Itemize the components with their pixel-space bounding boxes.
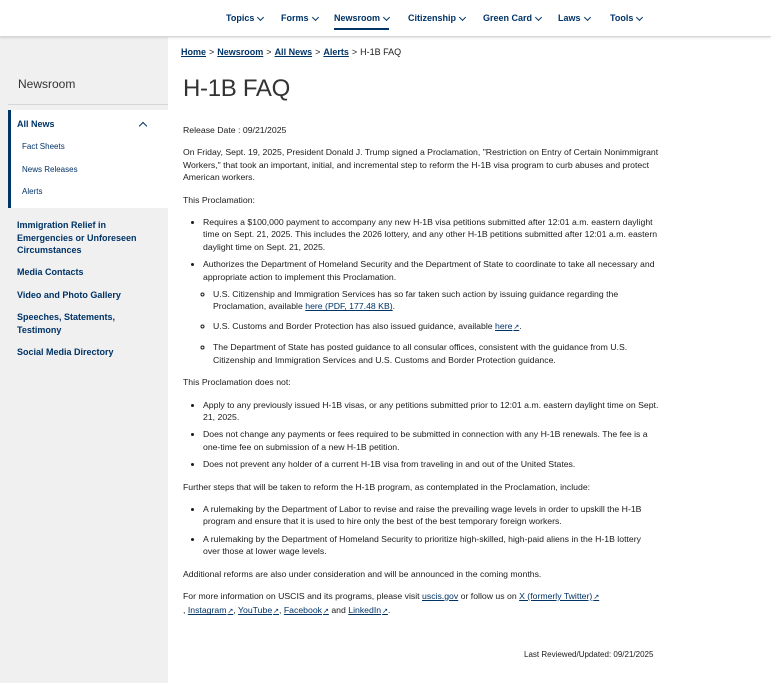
more-info-text: For more information on USCIS and its programs, please visit <box>183 590 420 601</box>
chevron-down-icon <box>583 14 590 21</box>
nav-topics-label: Topics <box>226 13 255 23</box>
sidebar-item-media-contacts[interactable]: Media Contacts <box>17 267 84 277</box>
last-reviewed <box>524 650 653 659</box>
implementation-sublist <box>203 288 659 366</box>
cbp-guidance-text: U.S. Customs and Border Protection has also issued guidance, available <box>213 320 493 331</box>
nav-newsroom[interactable] <box>334 13 389 27</box>
last-reviewed-label: Last Reviewed/Updated: <box>524 650 612 659</box>
list-item <box>203 258 659 366</box>
sidebar-item-speeches[interactable]: Speeches, Statements, Testimony <box>17 312 116 335</box>
external-link-icon: ↗ <box>382 608 388 616</box>
release-date-value: 09/21/2025 <box>242 125 287 135</box>
twitter-link-label: X (formerly Twitter) <box>519 590 593 601</box>
nav-citizenship[interactable] <box>408 13 465 27</box>
list-item: ◦ The Department of State has posted guidance to all consular offices, consistent with the guidance from U.S. Citizenship and Immigration Services and U.S. Customs and Border Protection guidance. <box>213 341 659 366</box>
list-item: • A rulemaking by the Department of Homeland Security to prioritize high-skilled, high-paid aliens in the H-1B lottery over those at lower wage levels. <box>203 533 659 558</box>
external-link-icon: ↗ <box>323 608 329 616</box>
list-item: • Does not prevent any holder of a current H-1B visa from traveling in and out of the United States. <box>203 458 659 470</box>
nav-citizenship-label: Citizenship <box>408 13 457 23</box>
uscis-guidance-link[interactable]: here (PDF, 177.48 KB) <box>305 301 393 312</box>
sidebar-item-immigration-relief[interactable]: Immigration Relief in Emergencies or Unforeseen Circumstances <box>17 220 137 255</box>
sidebar-item-news-releases[interactable]: News Releases <box>22 165 78 174</box>
nav-laws-label: Laws <box>558 13 581 23</box>
and-text: and <box>331 605 346 616</box>
nav-newsroom-label: Newsroom <box>334 13 381 23</box>
nav-tools-label: Tools <box>610 13 634 23</box>
proclamation-list <box>183 216 659 366</box>
uscis-guidance-text: U.S. Citizenship and Immigration Services has so far taken such action by issuing guidance regarding the Proclamation, available <box>213 289 619 312</box>
release-date-label: Release Date : <box>183 125 241 135</box>
sidebar-item-all-news[interactable]: All News <box>17 119 55 129</box>
breadcrumb-separator: > <box>209 47 215 57</box>
twitter-link[interactable] <box>519 591 599 601</box>
linkedin-link[interactable] <box>348 605 388 615</box>
does-not-heading: This Proclamation does not: <box>183 377 291 388</box>
list-item: ◦ U.S. Citizenship and Immigration Services has so far taken such action by issuing guidance regarding the Proclamation, available here (PDF, 177.48 KB). <box>213 288 659 313</box>
nav-tools[interactable] <box>610 13 642 27</box>
intro-paragraph: On Friday, Sept. 19, 2025, President Donald J. Trump signed a Proclamation, "Restriction on Entry of Certain Nonimmigrant Workers," that took an important, initial, and incremental step to reform the H-1B visa program to curb abuses and protect American workers. <box>183 147 659 183</box>
instagram-link[interactable] <box>188 605 234 615</box>
follow-text: or follow us on <box>460 590 517 601</box>
list-item: • A rulemaking by the Department of Labor to revise and raise the prevailing wage levels in order to upskill the H-1B program and ensure that it is used to hire only the best of the best temporary foreign workers. <box>203 503 659 528</box>
breadcrumb-alerts[interactable]: Alerts <box>323 47 349 57</box>
nav-green-card[interactable] <box>483 13 541 27</box>
instagram-link-label: Instagram <box>187 605 227 616</box>
sidebar <box>0 37 168 683</box>
breadcrumb-newsroom[interactable]: Newsroom <box>217 47 264 57</box>
facebook-link-label: Facebook <box>283 605 323 616</box>
external-link-icon: ↗ <box>513 323 520 331</box>
cbp-guidance-link[interactable] <box>495 321 519 331</box>
last-reviewed-date: 09/21/2025 <box>613 650 654 659</box>
breadcrumb-separator: > <box>266 47 272 57</box>
external-link-icon: ↗ <box>273 608 280 616</box>
breadcrumb-all-news[interactable]: All News <box>274 47 313 57</box>
does-not-list <box>183 399 659 471</box>
further-steps-heading: Further steps that will be taken to reform the H-1B program, as contemplated in the Proclamation, include: <box>183 481 591 492</box>
breadcrumb-separator: > <box>315 47 321 57</box>
page-title: H-1B FAQ <box>183 75 290 102</box>
further-steps-list <box>183 503 659 558</box>
sidebar-item-social-media[interactable]: Social Media Directory <box>17 347 114 357</box>
chevron-down-icon <box>257 14 264 21</box>
cbp-guidance-link-label: here <box>495 320 513 331</box>
proclamation-heading: This Proclamation: <box>183 194 255 205</box>
list-item: • Apply to any previously issued H-1B visas, or any petitions submitted prior to 12:01 a.m. eastern daylight time on Sept. 21, 2025. <box>203 399 659 424</box>
top-navigation <box>0 0 771 37</box>
linkedin-link-label: LinkedIn <box>348 605 382 616</box>
chevron-down-icon <box>459 14 466 21</box>
nav-green-card-label: Green Card <box>483 13 533 23</box>
list-item: • Does not change any payments or fees required to be submitted in connection with any H-1B renewals. The fee is a one-time fee on submission of a new H-1B petition. <box>203 428 659 453</box>
sidebar-item-video-photo-gallery[interactable]: Video and Photo Gallery <box>17 290 121 300</box>
additional-reforms: Additional reforms are also under consideration and will be announced in the coming months. <box>183 568 542 579</box>
chevron-down-icon <box>535 14 542 21</box>
chevron-down-icon <box>311 14 318 21</box>
list-item-text: Authorizes the Department of Homeland Security and the Department of State to coordinate to take all necessary and appropriate action to implement this Proclamation. <box>203 259 655 282</box>
breadcrumb-home[interactable]: Home <box>181 47 207 57</box>
facebook-link[interactable] <box>284 605 329 615</box>
article-body <box>183 124 659 619</box>
external-link-icon: ↗ <box>227 608 234 616</box>
sidebar-divider <box>8 104 168 105</box>
chevron-down-icon <box>636 14 643 21</box>
list-item: ◦ U.S. Customs and Border Protection has also issued guidance, available here↗. <box>213 320 659 334</box>
breadcrumb <box>181 47 401 57</box>
youtube-link[interactable] <box>238 605 279 615</box>
sidebar-title: Newsroom <box>18 77 76 91</box>
more-info-paragraph: For more information on USCIS and its programs, please visit uscis.gov or follow us on X (formerly Twitter)↗ , Instagram↗, YouTube↗, Facebook↗ and LinkedIn↗. <box>183 590 600 616</box>
nav-forms-label: Forms <box>281 13 309 23</box>
chevron-down-icon <box>383 14 390 21</box>
external-link-icon: ↗ <box>593 593 600 601</box>
nav-topics[interactable] <box>226 13 263 27</box>
sidebar-item-fact-sheets[interactable]: Fact Sheets <box>22 142 65 151</box>
nav-forms[interactable] <box>281 13 318 27</box>
nav-laws[interactable] <box>558 13 590 27</box>
sidebar-item-alerts[interactable]: Alerts <box>22 187 43 196</box>
youtube-link-label: YouTube <box>238 605 273 616</box>
uscis-gov-link[interactable]: uscis.gov <box>422 590 459 601</box>
list-item: • Requires a $100,000 payment to accompany any new H-1B visa petitions submitted after 12:01 a.m. eastern daylight time on Sept. 21, 2025. This includes the 2026 lottery, and any other H-1B petitions submitted after 12:01 a.m. eastern daylight time on Sept. 21, 2025. <box>203 216 659 253</box>
release-date <box>183 124 659 136</box>
breadcrumb-current: H-1B FAQ <box>360 47 402 57</box>
breadcrumb-separator: > <box>351 47 358 57</box>
sidebar-active-indicator <box>8 110 11 208</box>
